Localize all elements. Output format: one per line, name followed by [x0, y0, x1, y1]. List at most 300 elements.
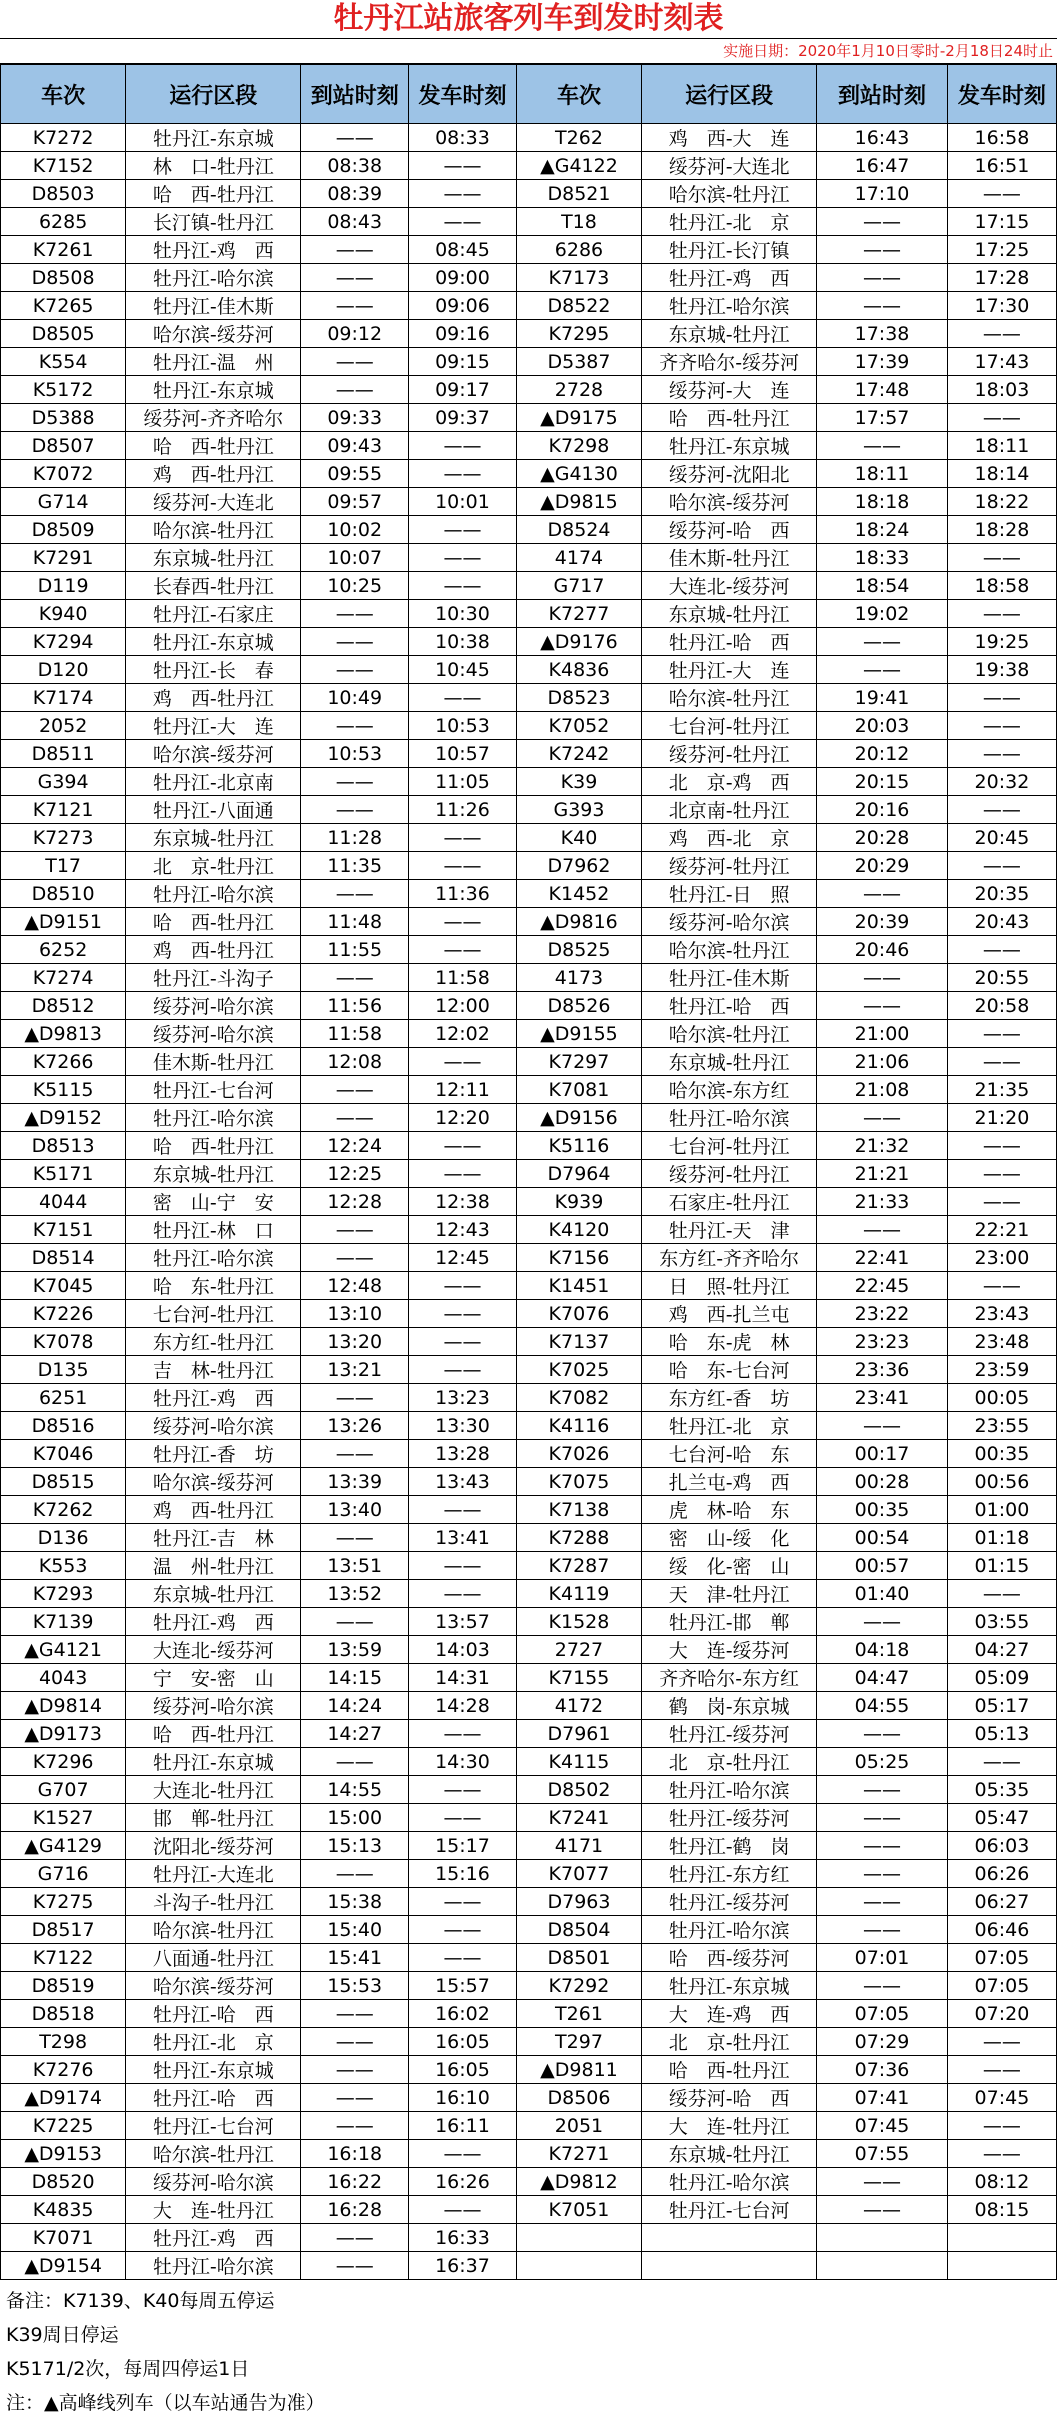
- left-train-number: ▲D9173: [1, 1720, 126, 1748]
- header-train-right: 车次: [516, 65, 641, 124]
- left-arrive-time: 08:38: [301, 152, 409, 180]
- right-arrive-time: 17:57: [817, 404, 948, 432]
- left-arrive-time: 13:40: [301, 1496, 409, 1524]
- right-route: 哈尔滨-东方红: [642, 1076, 817, 1104]
- table-row: [1, 292, 1057, 320]
- right-route: 绥芬河-牡丹江: [642, 1160, 817, 1188]
- right-depart-time: 20:58: [947, 992, 1056, 1020]
- right-route: 七台河-哈 东: [642, 1440, 817, 1468]
- left-arrive-time: 13:20: [301, 1328, 409, 1356]
- right-depart-time: 06:46: [947, 1916, 1056, 1944]
- left-route: 牡丹江-长 春: [126, 656, 301, 684]
- table-row: [1, 1412, 1057, 1440]
- left-train-number: K7046: [1, 1440, 126, 1468]
- left-depart-time: ——: [409, 1496, 517, 1524]
- left-route: 吉 林-牡丹江: [126, 1356, 301, 1384]
- left-route: 牡丹江-哈尔滨: [126, 880, 301, 908]
- right-arrive-time: 23:36: [817, 1356, 948, 1384]
- right-arrive-time: 21:06: [817, 1048, 948, 1076]
- right-route: 北 京-鸡 西: [642, 768, 817, 796]
- left-route: 哈尔滨-绥芬河: [126, 320, 301, 348]
- left-depart-time: 15:57: [409, 1972, 517, 2000]
- right-arrive-time: 07:45: [817, 2112, 948, 2140]
- right-train-number: K7082: [516, 1384, 641, 1412]
- right-train-number: ▲G4122: [516, 152, 641, 180]
- right-route: 七台河-牡丹江: [642, 1132, 817, 1160]
- right-arrive-time: 00:54: [817, 1524, 948, 1552]
- right-route: 哈 西-牡丹江: [642, 2056, 817, 2084]
- left-arrive-time: 15:38: [301, 1888, 409, 1916]
- left-route: 林 口-牡丹江: [126, 152, 301, 180]
- left-arrive-time: ——: [301, 1860, 409, 1888]
- right-depart-time: ——: [947, 1132, 1056, 1160]
- left-depart-time: 13:43: [409, 1468, 517, 1496]
- table-row: [1, 236, 1057, 264]
- right-depart-time: 05:09: [947, 1664, 1056, 1692]
- right-train-number: D7962: [516, 852, 641, 880]
- left-depart-time: ——: [409, 1944, 517, 1972]
- right-route: 牡丹江-天 津: [642, 1216, 817, 1244]
- left-depart-time: 10:01: [409, 488, 517, 516]
- left-train-number: ▲D9152: [1, 1104, 126, 1132]
- left-arrive-time: 13:51: [301, 1552, 409, 1580]
- right-train-number: D7963: [516, 1888, 641, 1916]
- left-route: 牡丹江-林 口: [126, 1216, 301, 1244]
- table-row: [1, 1748, 1057, 1776]
- left-arrive-time: ——: [301, 2028, 409, 2056]
- left-route: 牡丹江-石家庄: [126, 600, 301, 628]
- left-train-number: 6251: [1, 1384, 126, 1412]
- right-depart-time: 20:43: [947, 908, 1056, 936]
- right-route: 牡丹江-哈 西: [642, 992, 817, 1020]
- right-arrive-time: 07:36: [817, 2056, 948, 2084]
- right-train-number: T297: [516, 2028, 641, 2056]
- left-arrive-time: 09:55: [301, 460, 409, 488]
- right-arrive-time: 20:46: [817, 936, 948, 964]
- left-depart-time: 13:28: [409, 1440, 517, 1468]
- left-train-number: K7151: [1, 1216, 126, 1244]
- right-depart-time: 17:28: [947, 264, 1056, 292]
- right-arrive-time: 21:21: [817, 1160, 948, 1188]
- note-line: 注：▲高峰线列车（以车站通告为准）: [6, 2392, 325, 2414]
- left-route: 哈尔滨-绥芬河: [126, 1468, 301, 1496]
- left-route: 哈 西-牡丹江: [126, 180, 301, 208]
- right-depart-time: 07:05: [947, 1944, 1056, 1972]
- left-arrive-time: ——: [301, 1440, 409, 1468]
- left-train-number: K7226: [1, 1300, 126, 1328]
- right-arrive-time: 20:29: [817, 852, 948, 880]
- left-depart-time: ——: [409, 908, 517, 936]
- right-train-number: K1451: [516, 1272, 641, 1300]
- left-depart-time: ——: [409, 1328, 517, 1356]
- left-train-number: K7045: [1, 1272, 126, 1300]
- right-arrive-time: 20:15: [817, 768, 948, 796]
- right-train-number: K7242: [516, 740, 641, 768]
- table-row: [1, 1328, 1057, 1356]
- left-route: 哈尔滨-绥芬河: [126, 740, 301, 768]
- left-train-number: D8516: [1, 1412, 126, 1440]
- left-arrive-time: ——: [301, 376, 409, 404]
- right-arrive-time: 23:23: [817, 1328, 948, 1356]
- right-arrive-time: ——: [817, 432, 948, 460]
- right-depart-time: 20:45: [947, 824, 1056, 852]
- left-train-number: K7265: [1, 292, 126, 320]
- left-arrive-time: ——: [301, 656, 409, 684]
- right-arrive-time: 17:10: [817, 180, 948, 208]
- left-train-number: ▲D9174: [1, 2084, 126, 2112]
- right-route: 牡丹江-鸡 西: [642, 264, 817, 292]
- left-arrive-time: ——: [301, 236, 409, 264]
- right-train-number: K5116: [516, 1132, 641, 1160]
- right-depart-time: ——: [947, 1020, 1056, 1048]
- left-arrive-time: 13:52: [301, 1580, 409, 1608]
- right-train-number: G393: [516, 796, 641, 824]
- left-depart-time: 14:28: [409, 1692, 517, 1720]
- note-line: K39周日停运: [6, 2324, 119, 2346]
- right-depart-time: 06:03: [947, 1832, 1056, 1860]
- table-row: [1, 600, 1057, 628]
- right-depart-time: ——: [947, 852, 1056, 880]
- left-route: 牡丹江-东京城: [126, 124, 301, 152]
- left-depart-time: ——: [409, 852, 517, 880]
- right-train-number: T18: [516, 208, 641, 236]
- left-route: 哈 西-牡丹江: [126, 1720, 301, 1748]
- left-arrive-time: 15:53: [301, 1972, 409, 2000]
- left-arrive-time: ——: [301, 1748, 409, 1776]
- right-depart-time: 23:59: [947, 1356, 1056, 1384]
- table-row: [1, 2252, 1057, 2280]
- left-route: 绥芬河-哈尔滨: [126, 1692, 301, 1720]
- left-depart-time: ——: [409, 1804, 517, 1832]
- right-train-number: ▲D9815: [516, 488, 641, 516]
- table-row: [1, 2140, 1057, 2168]
- left-depart-time: 16:05: [409, 2056, 517, 2084]
- table-row: [1, 1048, 1057, 1076]
- table-row: [1, 1524, 1057, 1552]
- right-train-number: K7025: [516, 1356, 641, 1384]
- right-depart-time: 05:47: [947, 1804, 1056, 1832]
- right-route: 大 连-鸡 西: [642, 2000, 817, 2028]
- right-route: 日 照-牡丹江: [642, 1272, 817, 1300]
- table-row: [1, 880, 1057, 908]
- left-train-number: T298: [1, 2028, 126, 2056]
- right-train-number: ▲G4130: [516, 460, 641, 488]
- left-route: 牡丹江-温 州: [126, 348, 301, 376]
- left-depart-time: 08:45: [409, 236, 517, 264]
- table-row: [1, 628, 1057, 656]
- right-depart-time: 23:48: [947, 1328, 1056, 1356]
- left-depart-time: 13:41: [409, 1524, 517, 1552]
- left-arrive-time: ——: [301, 2084, 409, 2112]
- left-arrive-time: ——: [301, 124, 409, 152]
- table-row: [1, 208, 1057, 236]
- left-depart-time: ——: [409, 1552, 517, 1580]
- table-row: [1, 2084, 1057, 2112]
- right-train-number: D8525: [516, 936, 641, 964]
- left-depart-time: ——: [409, 208, 517, 236]
- left-depart-time: 08:33: [409, 124, 517, 152]
- left-depart-time: ——: [409, 1580, 517, 1608]
- left-arrive-time: 11:28: [301, 824, 409, 852]
- left-route: 牡丹江-哈 西: [126, 2084, 301, 2112]
- table-row: [1, 1916, 1057, 1944]
- right-arrive-time: 00:35: [817, 1496, 948, 1524]
- left-route: 八面通-牡丹江: [126, 1944, 301, 1972]
- right-depart-time: ——: [947, 2056, 1056, 2084]
- right-arrive-time: ——: [817, 1860, 948, 1888]
- table-row: [1, 1356, 1057, 1384]
- left-depart-time: 12:38: [409, 1188, 517, 1216]
- left-route: 牡丹江-鸡 西: [126, 1384, 301, 1412]
- right-train-number: K4115: [516, 1748, 641, 1776]
- right-train-number: G717: [516, 572, 641, 600]
- left-depart-time: 09:00: [409, 264, 517, 292]
- left-depart-time: ——: [409, 432, 517, 460]
- right-train-number: T262: [516, 124, 641, 152]
- table-row: [1, 432, 1057, 460]
- left-arrive-time: 14:55: [301, 1776, 409, 1804]
- left-arrive-time: ——: [301, 1244, 409, 1272]
- left-train-number: ▲G4129: [1, 1832, 126, 1860]
- right-depart-time: ——: [947, 2140, 1056, 2168]
- right-train-number: K7277: [516, 600, 641, 628]
- right-train-number: D8504: [516, 1916, 641, 1944]
- left-depart-time: 16:37: [409, 2252, 517, 2280]
- left-train-number: D8509: [1, 516, 126, 544]
- table-row: [1, 1972, 1057, 2000]
- left-arrive-time: 13:39: [301, 1468, 409, 1496]
- left-route: 长春西-牡丹江: [126, 572, 301, 600]
- left-arrive-time: ——: [301, 2112, 409, 2140]
- right-train-number: D8502: [516, 1776, 641, 1804]
- left-train-number: D8517: [1, 1916, 126, 1944]
- left-arrive-time: ——: [301, 1384, 409, 1412]
- left-route: 哈尔滨-绥芬河: [126, 1972, 301, 2000]
- right-train-number: 2727: [516, 1636, 641, 1664]
- left-depart-time: 10:57: [409, 740, 517, 768]
- table-row: [1, 1608, 1057, 1636]
- left-route: 牡丹江-鸡 西: [126, 1608, 301, 1636]
- right-train-number: D7961: [516, 1720, 641, 1748]
- table-row: [1, 2168, 1057, 2196]
- right-depart-time: 08:15: [947, 2196, 1056, 2224]
- table-row: [1, 320, 1057, 348]
- right-arrive-time: 17:38: [817, 320, 948, 348]
- left-arrive-time: 14:15: [301, 1664, 409, 1692]
- right-route: 牡丹江-哈尔滨: [642, 1916, 817, 1944]
- right-train-number: T261: [516, 2000, 641, 2028]
- right-train-number: K7288: [516, 1524, 641, 1552]
- left-arrive-time: 11:48: [301, 908, 409, 936]
- left-depart-time: ——: [409, 544, 517, 572]
- header-train-left: 车次: [1, 65, 126, 124]
- left-route: 牡丹江-哈尔滨: [126, 264, 301, 292]
- left-depart-time: 14:30: [409, 1748, 517, 1776]
- right-arrive-time: ——: [817, 1916, 948, 1944]
- left-train-number: K7152: [1, 152, 126, 180]
- table-row: [1, 2000, 1057, 2028]
- left-train-number: K7291: [1, 544, 126, 572]
- left-route: 邯 郸-牡丹江: [126, 1804, 301, 1832]
- right-depart-time: ——: [947, 404, 1056, 432]
- right-train-number: K7271: [516, 2140, 641, 2168]
- right-depart-time: 18:28: [947, 516, 1056, 544]
- left-train-number: D8518: [1, 2000, 126, 2028]
- left-depart-time: 09:16: [409, 320, 517, 348]
- right-train-number: K7173: [516, 264, 641, 292]
- left-arrive-time: 10:25: [301, 572, 409, 600]
- left-route: 绥芬河-哈尔滨: [126, 992, 301, 1020]
- right-route: 牡丹江-七台河: [642, 2196, 817, 2224]
- left-route: 绥芬河-齐齐哈尔: [126, 404, 301, 432]
- right-route: 牡丹江-北 京: [642, 1412, 817, 1440]
- right-route: 牡丹江-东京城: [642, 432, 817, 460]
- table-row: [1, 572, 1057, 600]
- right-train-number: ▲D9176: [516, 628, 641, 656]
- left-train-number: K7225: [1, 2112, 126, 2140]
- right-arrive-time: ——: [817, 264, 948, 292]
- right-train-number: D8506: [516, 2084, 641, 2112]
- right-train-number: [516, 2252, 641, 2280]
- table-row: [1, 796, 1057, 824]
- right-arrive-time: ——: [817, 880, 948, 908]
- right-train-number: K1452: [516, 880, 641, 908]
- left-train-number: D8505: [1, 320, 126, 348]
- right-train-number: K40: [516, 824, 641, 852]
- right-depart-time: 20:55: [947, 964, 1056, 992]
- right-depart-time: [947, 2252, 1056, 2280]
- right-depart-time: 21:35: [947, 1076, 1056, 1104]
- right-arrive-time: 20:12: [817, 740, 948, 768]
- right-train-number: K39: [516, 768, 641, 796]
- left-arrive-time: ——: [301, 964, 409, 992]
- right-train-number: K7297: [516, 1048, 641, 1076]
- table-row: [1, 1944, 1057, 1972]
- table-row: [1, 516, 1057, 544]
- left-train-number: K7262: [1, 1496, 126, 1524]
- table-row: [1, 180, 1057, 208]
- right-arrive-time: 20:39: [817, 908, 948, 936]
- table-row: [1, 1860, 1057, 1888]
- right-route: 哈 东-七台河: [642, 1356, 817, 1384]
- left-arrive-time: ——: [301, 2252, 409, 2280]
- left-train-number: K5115: [1, 1076, 126, 1104]
- left-depart-time: ——: [409, 1720, 517, 1748]
- right-arrive-time: ——: [817, 2196, 948, 2224]
- right-train-number: 4172: [516, 1692, 641, 1720]
- left-train-number: ▲D9151: [1, 908, 126, 936]
- left-route: 宁 安-密 山: [126, 1664, 301, 1692]
- left-depart-time: ——: [409, 180, 517, 208]
- right-arrive-time: 23:41: [817, 1384, 948, 1412]
- page-title: 牡丹江站旅客列车到发时刻表: [0, 0, 1057, 39]
- right-arrive-time: ——: [817, 208, 948, 236]
- left-train-number: D5388: [1, 404, 126, 432]
- left-arrive-time: 11:56: [301, 992, 409, 1020]
- left-route: 大连北-牡丹江: [126, 1776, 301, 1804]
- right-depart-time: 03:55: [947, 1608, 1056, 1636]
- left-train-number: K7071: [1, 2224, 126, 2252]
- left-train-number: D8511: [1, 740, 126, 768]
- left-arrive-time: 13:59: [301, 1636, 409, 1664]
- left-arrive-time: 08:43: [301, 208, 409, 236]
- right-arrive-time: ——: [817, 236, 948, 264]
- left-route: 绥芬河-哈尔滨: [126, 1020, 301, 1048]
- left-train-number: K7174: [1, 684, 126, 712]
- left-route: 牡丹江-哈 西: [126, 2000, 301, 2028]
- left-route: 绥芬河-哈尔滨: [126, 1412, 301, 1440]
- table-row: [1, 2112, 1057, 2140]
- right-arrive-time: ——: [817, 1216, 948, 1244]
- right-route: 哈 西-绥芬河: [642, 1944, 817, 1972]
- right-route: 鸡 西-北 京: [642, 824, 817, 852]
- right-depart-time: 01:00: [947, 1496, 1056, 1524]
- left-arrive-time: ——: [301, 2224, 409, 2252]
- right-route: 石家庄-牡丹江: [642, 1188, 817, 1216]
- left-train-number: K5171: [1, 1160, 126, 1188]
- right-route: 密 山-绥 化: [642, 1524, 817, 1552]
- left-depart-time: ——: [409, 1160, 517, 1188]
- table-row: [1, 1720, 1057, 1748]
- left-route: 鸡 西-牡丹江: [126, 1496, 301, 1524]
- right-depart-time: 23:00: [947, 1244, 1056, 1272]
- right-train-number: K7075: [516, 1468, 641, 1496]
- right-train-number: ▲D9156: [516, 1104, 641, 1132]
- left-depart-time: ——: [409, 2196, 517, 2224]
- right-route: 牡丹江-长汀镇: [642, 236, 817, 264]
- right-depart-time: 04:27: [947, 1636, 1056, 1664]
- header-arrive-left: 到站时刻: [301, 65, 409, 124]
- left-route: 哈 西-牡丹江: [126, 1132, 301, 1160]
- left-depart-time: ——: [409, 516, 517, 544]
- right-route: 绥芬河-哈尔滨: [642, 908, 817, 936]
- table-row: [1, 1132, 1057, 1160]
- table-row: [1, 348, 1057, 376]
- left-train-number: 4043: [1, 1664, 126, 1692]
- left-depart-time: 09:37: [409, 404, 517, 432]
- right-train-number: K7298: [516, 432, 641, 460]
- left-train-number: D135: [1, 1356, 126, 1384]
- left-route: 牡丹江-七台河: [126, 2112, 301, 2140]
- right-depart-time: 07:45: [947, 2084, 1056, 2112]
- left-depart-time: ——: [409, 824, 517, 852]
- right-arrive-time: 07:55: [817, 2140, 948, 2168]
- left-train-number: K554: [1, 348, 126, 376]
- right-depart-time: 08:12: [947, 2168, 1056, 2196]
- table-row: [1, 460, 1057, 488]
- right-train-number: D8524: [516, 516, 641, 544]
- left-route: 牡丹江-斗沟子: [126, 964, 301, 992]
- right-route: 东京城-牡丹江: [642, 600, 817, 628]
- right-route: 哈 西-牡丹江: [642, 404, 817, 432]
- right-route: 绥芬河-哈 西: [642, 2084, 817, 2112]
- table-row: [1, 656, 1057, 684]
- right-train-number: ▲D9175: [516, 404, 641, 432]
- right-route: 哈尔滨-牡丹江: [642, 936, 817, 964]
- table-row: [1, 1188, 1057, 1216]
- right-train-number: K7287: [516, 1552, 641, 1580]
- right-route: 牡丹江-哈尔滨: [642, 1776, 817, 1804]
- left-depart-time: 11:05: [409, 768, 517, 796]
- left-arrive-time: ——: [301, 796, 409, 824]
- table-row: [1, 488, 1057, 516]
- right-depart-time: ——: [947, 1272, 1056, 1300]
- right-route: 牡丹江-北 京: [642, 208, 817, 236]
- left-route: 哈尔滨-牡丹江: [126, 2140, 301, 2168]
- left-depart-time: ——: [409, 2140, 517, 2168]
- right-arrive-time: 05:25: [817, 1748, 948, 1776]
- left-depart-time: ——: [409, 460, 517, 488]
